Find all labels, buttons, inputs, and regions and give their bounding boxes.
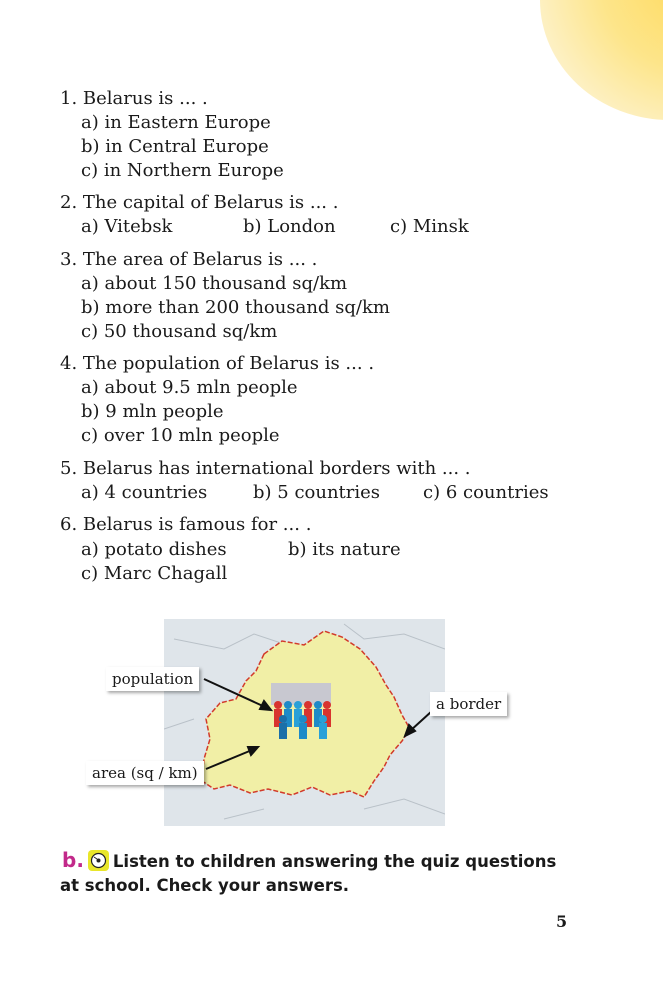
question-2-option-b: b) London	[243, 216, 336, 237]
question-2-option-c: c) Minsk	[390, 216, 469, 237]
question-5-option-b: b) 5 countries	[253, 482, 381, 503]
question-6-option-c: c) Marc Chagall	[81, 563, 228, 584]
question-3-option-a: a) about 150 thousand sq/km	[81, 273, 348, 294]
question-1-option-b: b) in Central Europe	[81, 136, 269, 157]
question-5-stem: 5. Belarus has international borders with ... .	[60, 458, 471, 479]
question-3-stem: 3. The area of Belarus is ... .	[60, 249, 318, 270]
question-4-option-c: c) over 10 mln people	[81, 425, 280, 446]
question-6-option-b: b) its nature	[288, 539, 401, 560]
people-crowd-icon	[271, 683, 331, 739]
task-letter: b.	[62, 848, 84, 872]
border-label: a border	[430, 692, 507, 716]
task-instruction-line-1: Listen to children answering the quiz questions	[112, 852, 557, 871]
question-1-stem: 1. Belarus is ... .	[60, 88, 208, 109]
question-1-option-c: c) in Northern Europe	[81, 160, 284, 181]
question-4-stem: 4. The population of Belarus is ... .	[60, 353, 375, 374]
question-6-option-a: a) potato dishes	[81, 539, 227, 560]
page-number: 5	[556, 912, 568, 931]
task-instruction-line-2: at school. Check your answers.	[60, 876, 350, 895]
question-5-option-c: c) 6 countries	[423, 482, 549, 503]
population-label: population	[106, 667, 199, 691]
question-1-option-a: a) in Eastern Europe	[81, 112, 271, 133]
question-3-option-c: c) 50 thousand sq/km	[81, 321, 278, 342]
question-6-stem: 6. Belarus is famous for ... .	[60, 514, 312, 535]
question-4-option-a: a) about 9.5 mln people	[81, 377, 298, 398]
question-3-option-b: b) more than 200 thousand sq/km	[81, 297, 390, 318]
decorative-sun	[540, 0, 663, 120]
belarus-map-graphic	[164, 619, 445, 826]
audio-cd-icon	[88, 850, 109, 871]
belarus-map	[92, 619, 502, 826]
question-5-option-a: a) 4 countries	[81, 482, 208, 503]
area-label: area (sq / km)	[86, 761, 204, 785]
listening-task	[62, 848, 622, 898]
question-4-option-b: b) 9 mln people	[81, 401, 224, 422]
question-2-option-a: a) Vitebsk	[81, 216, 173, 237]
question-2-stem: 2. The capital of Belarus is ... .	[60, 192, 339, 213]
